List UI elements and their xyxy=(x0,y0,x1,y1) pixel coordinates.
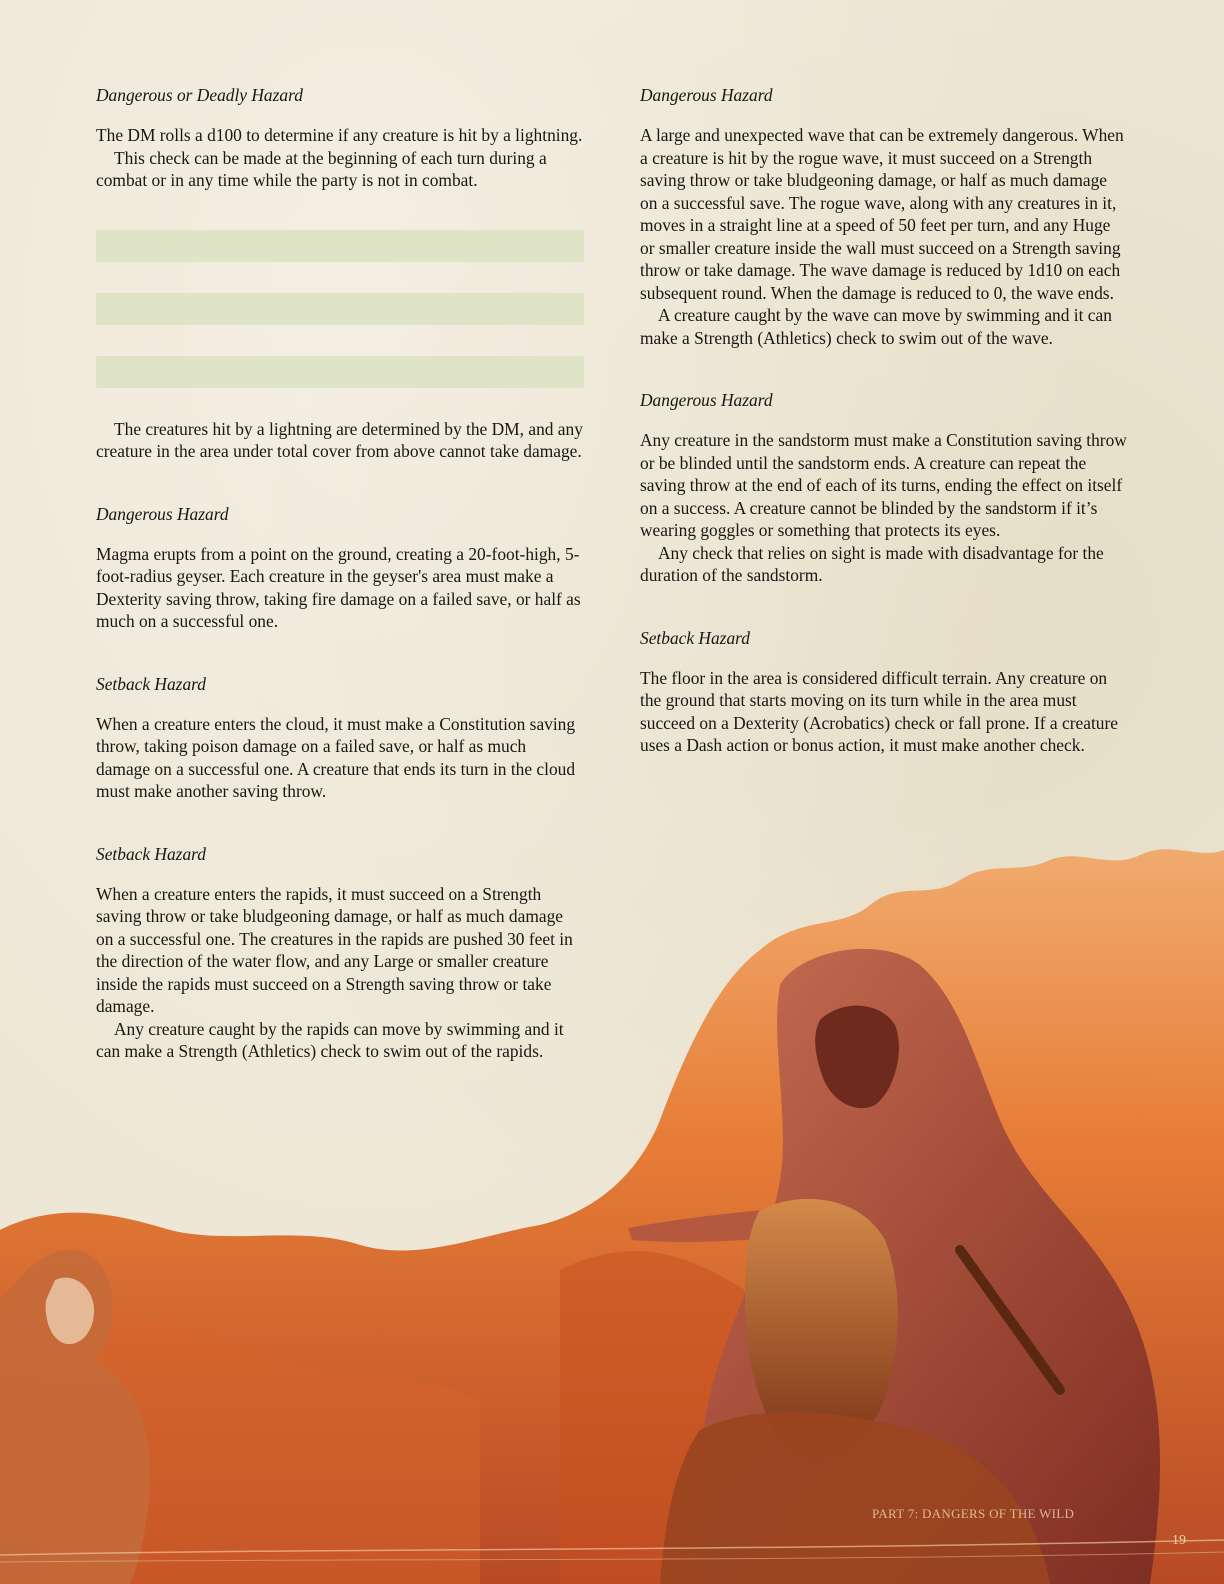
body-paragraph: The floor in the area is considered difficult terrain. Any creature on the ground that starts moving on its turn while in the area must succeed on a Dexterity (Acrobatics) check or fall prone. If a creature uses a Dash action or bonus action, it must make another check. xyxy=(640,667,1118,755)
section-heading: Setback Hazard xyxy=(640,627,750,648)
body-paragraph: A creature caught by the wave can move by swimming and it can make a Strength (Athletics) check to swim out of the wave. xyxy=(640,305,1112,348)
footer-section-title: PART 7: DANGERS OF THE WILD xyxy=(872,1506,1075,1521)
section-heading: Dangerous Hazard xyxy=(640,390,773,410)
page-number: 19 xyxy=(1172,1533,1186,1548)
section-heading: Dangerous Hazard xyxy=(96,503,229,524)
right-column xyxy=(640,84,1128,757)
section-heading: Setback Hazard xyxy=(96,673,206,694)
left-column xyxy=(96,84,584,1063)
body-paragraph: When a creature enters the cloud, it must make a Constitution saving throw, taking poison damage on a failed save, or half as much damage on a successful one. A creature that ends its turn in the cloud must make another saving throw. xyxy=(96,713,576,801)
section-heading: Setback Hazard xyxy=(96,843,206,864)
lightning-table xyxy=(96,230,584,388)
body-paragraph: The DM rolls a d100 to determine if any creature is hit by a lightning. xyxy=(96,125,583,145)
section-heading: Dangerous or Deadly Hazard xyxy=(96,85,303,105)
table-row xyxy=(96,230,584,262)
body-paragraph: The creatures hit by a lightning are determined by the DM, and any creature in the area under total cover from above cannot take damage. xyxy=(96,418,583,461)
body-paragraph: When a creature enters the rapids, it must succeed on a Strength saving throw or take bludgeoning damage, or half as much damage on a successful one. The creatures in the rapids are pushed 30 feet in the direction of the water flow, and any Large or smaller creature inside the rapids must succeed on a Strength saving throw or take damage. xyxy=(96,883,573,1016)
body-paragraph: This check can be made at the beginning of each turn during a combat or in any time while the party is not in combat. xyxy=(96,147,547,190)
table-row xyxy=(96,356,584,388)
body-paragraph: A large and unexpected wave that can be extremely dangerous. When a creature is hit by the rogue wave, it must succeed on a Strength saving throw or take bludgeoning damage, or half as much damage on a successful save. The rogue wave, along with any creatures in it, moves in a straight line at a speed of 50 feet per turn, and any Huge or smaller creature inside the wall must succeed on a Strength saving throw or take damage. The wave damage is reduced by 1d10 on each subsequent round. When the damage is reduced to 0, the wave ends. xyxy=(640,125,1124,303)
body-paragraph: Any check that relies on sight is made with disadvantage for the duration of the sandstorm. xyxy=(640,542,1104,585)
table-row xyxy=(96,293,584,325)
body-paragraph: Any creature in the sandstorm must make a Constitution saving throw or be blinded until the sandstorm ends. A creature can repeat the saving throw at the end of each of its turns, ending the effect on itself on a success. A creature cannot be blinded by the sandstorm if it’s wearing goggles or something that protects its eyes. xyxy=(640,430,1127,540)
section-heading: Dangerous Hazard xyxy=(640,85,773,105)
body-paragraph: Magma erupts from a point on the ground, creating a 20-foot-high, 5-foot-radius geyser. Each creature in the geyser's area must make a Dexterity saving throw, taking fire damage on a failed save, or half as much on a successful one. xyxy=(96,543,581,631)
body-paragraph: Any creature caught by the rapids can move by swimming and it can make a Strength (Athletics) check to swim out of the rapids. xyxy=(96,1018,564,1061)
